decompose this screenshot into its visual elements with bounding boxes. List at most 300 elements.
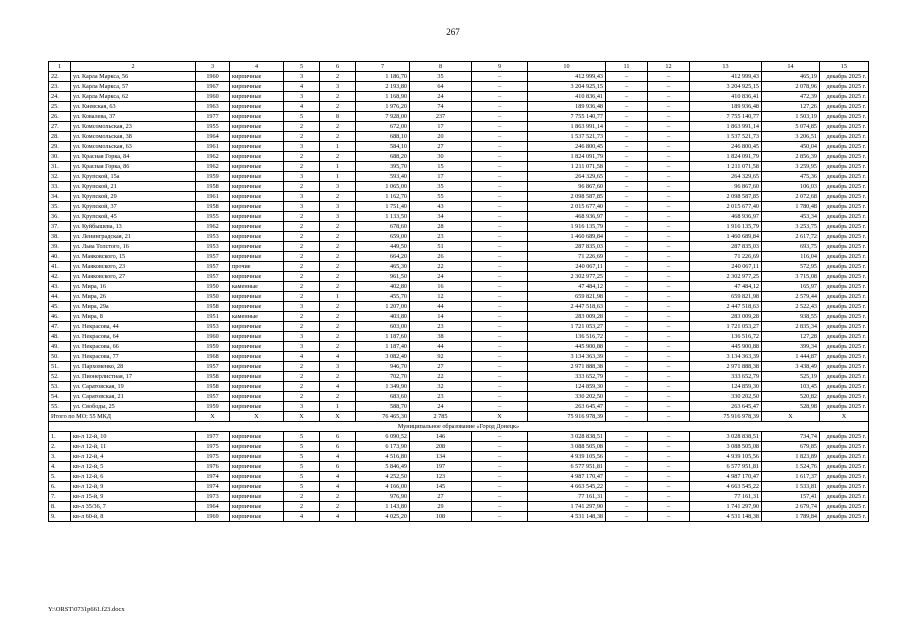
table-cell: 2 — [284, 322, 320, 332]
table-cell: декабрь 2025 г. — [820, 402, 869, 412]
table-cell: 2 — [320, 152, 356, 162]
table-cell: 38. — [49, 232, 71, 242]
column-number: 11 — [606, 62, 648, 72]
table-cell: 6 090,52 — [356, 432, 410, 442]
table-cell: 465,30 — [356, 262, 410, 272]
table-row — [49, 152, 869, 162]
table-cell: – — [648, 292, 690, 302]
table-cell: 157,41 — [762, 492, 820, 502]
table-cell: – — [472, 322, 528, 332]
table-cell: 189 936,48 — [528, 102, 606, 112]
table-cell: 197 — [410, 462, 472, 472]
table-cell: – — [472, 82, 528, 92]
table-cell: – — [472, 192, 528, 202]
table-cell: декабрь 2025 г. — [820, 142, 869, 152]
table-cell: 3 088 505,08 — [528, 442, 606, 452]
table-cell: 659,00 — [356, 232, 410, 242]
table-cell: 445 900,88 — [690, 342, 762, 352]
table-cell: 5 — [284, 482, 320, 492]
table-cell: 1 444,87 — [762, 352, 820, 362]
table-cell: 287 835,03 — [690, 242, 762, 252]
table-cell: кирпичные — [230, 92, 284, 102]
table-cell: 1955 — [196, 122, 230, 132]
table-cell: 1958 — [196, 372, 230, 382]
table-cell: 2 — [284, 392, 320, 402]
table-cell: – — [648, 282, 690, 292]
table-cell: кирпичные — [230, 142, 284, 152]
table-cell: кирпичные — [230, 292, 284, 302]
table-cell: 3 206,51 — [762, 132, 820, 142]
table-cell: 27. — [49, 122, 71, 132]
table-cell: кирпичные — [230, 442, 284, 452]
table-cell: 3 — [320, 362, 356, 372]
table-cell: 47. — [49, 322, 71, 332]
column-number: 2 — [71, 62, 196, 72]
table-cell: 4 — [320, 482, 356, 492]
table-cell: 38 — [410, 332, 472, 342]
table-cell: 3 028 838,51 — [528, 432, 606, 442]
table-cell: – — [606, 372, 648, 382]
table-cell: кв-л 12-й, 9 — [71, 482, 196, 492]
table-cell: кирпичные — [230, 402, 284, 412]
table-cell: 42. — [49, 272, 71, 282]
table-cell: 127,26 — [762, 102, 820, 112]
table-cell: ул. Крупской, 45 — [71, 212, 196, 222]
table-cell: 23 — [410, 322, 472, 332]
table-body — [49, 62, 869, 522]
table-cell: декабрь 2025 г. — [820, 132, 869, 142]
table-cell: – — [648, 512, 690, 522]
table-cell: 3 — [284, 142, 320, 152]
table-cell: – — [606, 402, 648, 412]
table-cell: 3 — [284, 332, 320, 342]
table-cell: 395,70 — [356, 162, 410, 172]
table-cell: 44 — [410, 342, 472, 352]
table-cell: ул. Крупской, 37 — [71, 202, 196, 212]
table-cell: 2 — [284, 362, 320, 372]
table-cell: – — [648, 312, 690, 322]
table-cell: 34 — [410, 212, 472, 222]
table-cell: ул. Ленинградская, 21 — [71, 232, 196, 242]
table-cell: 16 — [410, 282, 472, 292]
table-cell: – — [472, 242, 528, 252]
table-cell: 2 — [320, 342, 356, 352]
table-cell: кв-л 15-й, 9 — [71, 492, 196, 502]
table-cell: – — [472, 122, 528, 132]
table-cell: 1 533,81 — [762, 482, 820, 492]
table-cell: декабрь 2025 г. — [820, 352, 869, 362]
table-cell: кирпичные — [230, 112, 284, 122]
table-cell: 96 867,60 — [528, 182, 606, 192]
table-cell: 74 — [410, 102, 472, 112]
table-cell: ул. Куйбышева, 13 — [71, 222, 196, 232]
table-cell: 1 207,00 — [356, 302, 410, 312]
table-cell: декабрь 2025 г. — [820, 332, 869, 342]
table-cell: – — [648, 262, 690, 272]
table-cell: – — [472, 342, 528, 352]
table-cell: 246 800,45 — [690, 142, 762, 152]
table-cell: – — [472, 482, 528, 492]
table-cell: 1957 — [196, 272, 230, 282]
table-cell: – — [606, 312, 648, 322]
table-cell: – — [648, 322, 690, 332]
table-cell: 3 — [284, 92, 320, 102]
table-cell: декабрь 2025 г. — [820, 262, 869, 272]
table-cell: – — [606, 142, 648, 152]
table-cell: – — [606, 432, 648, 442]
table-cell: декабрь 2025 г. — [820, 462, 869, 472]
table-cell: 2 — [284, 262, 320, 272]
table-cell: 4. — [49, 462, 71, 472]
table-cell: – — [648, 172, 690, 182]
table-row — [49, 512, 869, 522]
table-cell: 1959 — [196, 402, 230, 412]
table-cell: 2 — [284, 282, 320, 292]
table-cell: 1 824 091,79 — [528, 152, 606, 162]
table-cell: 4 939 105,56 — [528, 452, 606, 462]
table-cell: декабрь 2025 г. — [820, 112, 869, 122]
table-cell: каменные — [230, 282, 284, 292]
table-cell: кирпичные — [230, 232, 284, 242]
table-cell: 6 173,90 — [356, 442, 410, 452]
table-row — [49, 102, 869, 112]
table-row — [49, 112, 869, 122]
table-cell: 465,19 — [762, 72, 820, 82]
table-cell: 96 867,60 — [690, 182, 762, 192]
table-cell: 1962 — [196, 162, 230, 172]
table-cell: 2 — [284, 122, 320, 132]
table-cell: 47 484,12 — [528, 282, 606, 292]
table-cell: 3 — [284, 72, 320, 82]
table-cell: кирпичные — [230, 152, 284, 162]
table-cell: 1974 — [196, 472, 230, 482]
table-cell: 1 460 689,84 — [690, 232, 762, 242]
table-cell: 4 987 170,47 — [528, 472, 606, 482]
table-cell: – — [472, 162, 528, 172]
table-row — [49, 292, 869, 302]
table-cell: 4 531 148,38 — [690, 512, 762, 522]
table-cell: 71 226,69 — [528, 252, 606, 262]
table-cell: 2 — [284, 372, 320, 382]
table-cell: 6 — [320, 442, 356, 452]
table-cell: – — [606, 462, 648, 472]
table-cell: 29 — [410, 502, 472, 512]
table-cell: 4 252,50 — [356, 472, 410, 482]
table-cell: 50. — [49, 352, 71, 362]
table-cell: – — [606, 362, 648, 372]
table-cell: 1 — [320, 402, 356, 412]
table-cell: 4 — [320, 452, 356, 462]
table-cell: кирпичные — [230, 272, 284, 282]
table-cell: 24 — [410, 92, 472, 102]
table-cell: – — [606, 162, 648, 172]
table-cell: ул. Комсомольская, 23 — [71, 122, 196, 132]
table-cell: декабрь 2025 г. — [820, 452, 869, 462]
table-cell: 664,20 — [356, 252, 410, 262]
table-cell: 48. — [49, 332, 71, 342]
table-cell: 5 — [284, 112, 320, 122]
table-row — [49, 262, 869, 272]
table-cell: 2 078,96 — [762, 82, 820, 92]
table-cell: ул. Мира, 8 — [71, 312, 196, 322]
table-cell: – — [472, 172, 528, 182]
table-cell: кирпичные — [230, 72, 284, 82]
table-cell: декабрь 2025 г. — [820, 502, 869, 512]
table-cell: 2 — [320, 232, 356, 242]
table-cell: 1976 — [196, 462, 230, 472]
table-row — [49, 282, 869, 292]
table-cell: 3 204 925,15 — [690, 82, 762, 92]
table-cell: – — [606, 482, 648, 492]
table-cell: декабрь 2025 г. — [820, 432, 869, 442]
table-cell: 3 259,95 — [762, 162, 820, 172]
table-cell: – — [648, 92, 690, 102]
table-cell: ул. Карла Маркса, 62 — [71, 92, 196, 102]
table-cell: 136 516,72 — [528, 332, 606, 342]
table-cell: 1977 — [196, 432, 230, 442]
table-cell: 15 — [410, 162, 472, 172]
table-row — [49, 352, 869, 362]
table-cell: ул. Свободы, 25 — [71, 402, 196, 412]
table-cell: 2 — [284, 152, 320, 162]
table-cell: 679,85 — [762, 442, 820, 452]
table-cell: – — [648, 462, 690, 472]
table-cell: кирпичные — [230, 332, 284, 342]
table-cell: 3 715,08 — [762, 272, 820, 282]
table-cell: – — [606, 492, 648, 502]
table-row — [49, 122, 869, 132]
table-cell: – — [606, 222, 648, 232]
table-cell: – — [648, 392, 690, 402]
table-cell: 34. — [49, 192, 71, 202]
table-cell: – — [606, 202, 648, 212]
table-cell: 1953 — [196, 242, 230, 252]
table-cell: 472,39 — [762, 92, 820, 102]
table-cell: 2 — [284, 162, 320, 172]
table-cell: 1 — [320, 162, 356, 172]
table-cell: 4 — [284, 512, 320, 522]
table-cell: 3 253,75 — [762, 222, 820, 232]
table-cell: 1 863 991,14 — [528, 122, 606, 132]
table-cell: 1 524,76 — [762, 462, 820, 472]
table-cell: 22 — [410, 262, 472, 272]
table-cell: 52. — [49, 372, 71, 382]
table-cell: 3 — [284, 192, 320, 202]
table-row — [49, 372, 869, 382]
table-cell: 683,60 — [356, 392, 410, 402]
table-cell: 2 522,43 — [762, 302, 820, 312]
table-cell: 2 — [320, 282, 356, 292]
table-cell: 45. — [49, 302, 71, 312]
table-cell: 3 — [284, 202, 320, 212]
total-cell: 75 916 978,39 — [690, 412, 762, 422]
table-cell: – — [472, 272, 528, 282]
table-cell: – — [648, 252, 690, 262]
table-row — [49, 322, 869, 332]
table-cell: декабрь 2025 г. — [820, 172, 869, 182]
table-cell: 32 — [410, 382, 472, 392]
table-cell: ул. Маяковского, 27 — [71, 272, 196, 282]
total-cell: X — [320, 412, 356, 422]
table-cell: 103,45 — [762, 382, 820, 392]
table-cell: – — [472, 222, 528, 232]
table-cell: 2 971 888,38 — [528, 362, 606, 372]
table-cell: 4 — [284, 102, 320, 112]
table-cell: кв-л 35/36, 7 — [71, 502, 196, 512]
table-cell: 264 329,65 — [690, 172, 762, 182]
table-cell: 2 617,72 — [762, 232, 820, 242]
total-row — [49, 412, 869, 422]
table-cell: 23 — [410, 232, 472, 242]
table-cell: 1 168,90 — [356, 92, 410, 102]
table-cell: 3 088 505,08 — [690, 442, 762, 452]
table-cell: 8 — [320, 112, 356, 122]
table-cell: 108 — [410, 512, 472, 522]
table-cell: кв-л 12-й, 5 — [71, 462, 196, 472]
table-cell: кирпичные — [230, 512, 284, 522]
table-cell: 3 082,40 — [356, 352, 410, 362]
table-cell: – — [606, 352, 648, 362]
table-cell: кирпичные — [230, 372, 284, 382]
table-cell: 1 823,89 — [762, 452, 820, 462]
table-cell: ул. Комсомольская, 63 — [71, 142, 196, 152]
table-cell: декабрь 2025 г. — [820, 482, 869, 492]
total-cell: 75 916 978,39 — [528, 412, 606, 422]
table-cell: кирпичные — [230, 242, 284, 252]
table-cell: – — [606, 112, 648, 122]
table-cell: 1957 — [196, 262, 230, 272]
table-cell: ул. Красная Горка, 84 — [71, 152, 196, 162]
table-cell: – — [648, 122, 690, 132]
table-row — [49, 472, 869, 482]
table-cell: 2 — [284, 272, 320, 282]
table-cell: декабрь 2025 г. — [820, 202, 869, 212]
table-cell: 2 — [284, 382, 320, 392]
table-cell: – — [606, 92, 648, 102]
table-row — [49, 92, 869, 102]
table-cell: 31. — [49, 162, 71, 172]
table-cell: 1 211 071,58 — [528, 162, 606, 172]
table-cell: 9. — [49, 512, 71, 522]
table-cell: 5 — [284, 462, 320, 472]
table-cell: 672,00 — [356, 122, 410, 132]
table-cell: 2 — [320, 102, 356, 112]
total-label: Итого по МО: 55 МКД — [49, 412, 196, 422]
table-cell: 5 — [284, 472, 320, 482]
table-cell: 976,90 — [356, 492, 410, 502]
table-cell: 1 721 053,27 — [690, 322, 762, 332]
column-number: 12 — [648, 62, 690, 72]
table-cell: 127,28 — [762, 332, 820, 342]
table-cell: 2 — [284, 182, 320, 192]
table-cell: ул. Некрасова, 44 — [71, 322, 196, 332]
table-cell: 3 134 363,39 — [528, 352, 606, 362]
table-cell: 2 — [320, 272, 356, 282]
table-cell: декабрь 2025 г. — [820, 192, 869, 202]
table-cell: 1957 — [196, 362, 230, 372]
table-cell: декабрь 2025 г. — [820, 102, 869, 112]
table-cell: 1 916 135,79 — [528, 222, 606, 232]
table-cell: – — [606, 512, 648, 522]
table-row — [49, 132, 869, 142]
table-cell: 3 — [320, 212, 356, 222]
table-cell: 35 — [410, 182, 472, 192]
table-cell: 1957 — [196, 252, 230, 262]
table-cell: ул. Красная Горка, 86 — [71, 162, 196, 172]
table-cell: – — [648, 482, 690, 492]
table-cell: 23. — [49, 82, 71, 92]
table-cell: 17 — [410, 122, 472, 132]
table-cell: – — [472, 102, 528, 112]
table-cell: 3 — [284, 302, 320, 312]
table-cell: кв-л 12-й, 11 — [71, 442, 196, 452]
table-cell: 1951 — [196, 312, 230, 322]
table-cell: кирпичные — [230, 342, 284, 352]
table-row — [49, 432, 869, 442]
table-cell: декабрь 2025 г. — [820, 252, 869, 262]
table-row — [49, 502, 869, 512]
table-cell: 25. — [49, 102, 71, 112]
table-cell: 2 — [320, 122, 356, 132]
table-cell: 1 162,70 — [356, 192, 410, 202]
table-cell: 1958 — [196, 182, 230, 192]
table-cell: 2 — [320, 92, 356, 102]
table-cell: – — [648, 232, 690, 242]
table-cell: 403,80 — [356, 312, 410, 322]
table-cell: 2 856,39 — [762, 152, 820, 162]
table-cell: – — [606, 322, 648, 332]
table-cell: 4 166,00 — [356, 482, 410, 492]
table-cell: 1 133,50 — [356, 212, 410, 222]
table-cell: 688,10 — [356, 132, 410, 142]
table-cell: 1 537 521,73 — [690, 132, 762, 142]
table-cell: – — [648, 452, 690, 462]
table-cell: кирпичные — [230, 162, 284, 172]
table-cell: – — [606, 132, 648, 142]
table-cell: 468 936,97 — [528, 212, 606, 222]
table-cell: ул. Мира, 26 — [71, 292, 196, 302]
table-cell: – — [472, 282, 528, 292]
total-cell: X — [230, 412, 284, 422]
column-number-row — [49, 62, 869, 72]
column-number: 9 — [472, 62, 528, 72]
table-cell: 525,19 — [762, 372, 820, 382]
table-cell: – — [472, 402, 528, 412]
table-cell: 4 — [320, 512, 356, 522]
table-cell: 1962 — [196, 222, 230, 232]
table-cell: – — [472, 472, 528, 482]
table-cell: 246 800,45 — [528, 142, 606, 152]
table-cell: 32. — [49, 172, 71, 182]
table-cell: 2 — [320, 502, 356, 512]
table-cell: 659 821,98 — [690, 292, 762, 302]
table-cell: 35. — [49, 202, 71, 212]
table-cell: 2 — [284, 212, 320, 222]
table-row — [49, 362, 869, 372]
table-cell: 1 065,00 — [356, 182, 410, 192]
table-cell: 1 537 521,73 — [528, 132, 606, 142]
table-cell: 1 460 689,84 — [528, 232, 606, 242]
table-cell: кирпичные — [230, 482, 284, 492]
table-cell: декабрь 2025 г. — [820, 272, 869, 282]
table-cell: – — [648, 132, 690, 142]
table-cell: кирпичные — [230, 362, 284, 372]
table-cell: каменные — [230, 312, 284, 322]
table-cell: ул. Льва Толстого, 16 — [71, 242, 196, 252]
table-cell: – — [648, 212, 690, 222]
table-cell: – — [472, 452, 528, 462]
table-cell: 1 — [320, 292, 356, 302]
